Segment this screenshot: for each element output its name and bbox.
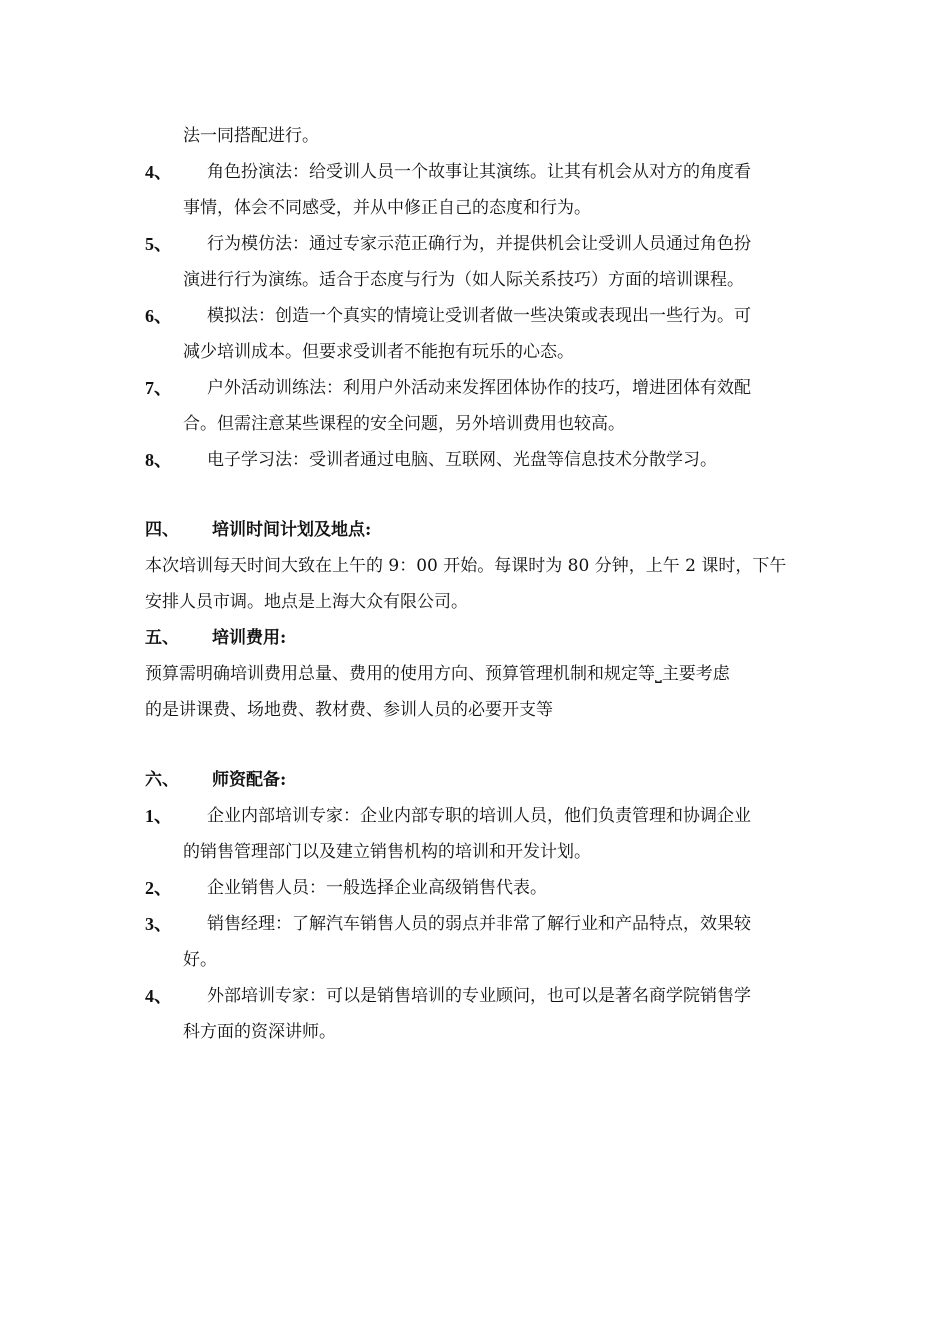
section-number: 四、 xyxy=(145,520,179,540)
item-number: 2、 xyxy=(145,878,172,898)
item-number: 1、 xyxy=(145,806,172,826)
item-text: 户外活动训练法：利用户外活动来发挥团体协作的技巧，增进团体有效配 xyxy=(207,378,751,398)
paragraph-line: 安排人员市调。地点是上海大众有限公司。 xyxy=(145,592,468,612)
item-text: 销售经理：了解汽车销售人员的弱点并非常了解行业和产品特点，效果较 xyxy=(207,914,751,934)
item-text: 角色扮演法：给受训人员一个故事让其演练。让其有机会从对方的角度看 xyxy=(207,162,751,182)
paragraph-line: 本次培训每天时间大致在上午的 9：00 开始。每课时为 80 分钟，上午 2 课时，下午 xyxy=(145,556,787,576)
paragraph-text: 预算需明确培训费用总量、费用的使用方向、预算管理机制和规定等 xyxy=(145,664,655,684)
section-number: 六、 xyxy=(145,770,179,790)
continued-line: 法一同搭配进行。 xyxy=(183,126,319,146)
item-continuation: 演进行行为演练。适合于态度与行为（如人际关系技巧）方面的培训课程。 xyxy=(183,270,744,290)
item-text: 企业销售人员：一般选择企业高级销售代表。 xyxy=(207,878,547,898)
item-text: 模拟法：创造一个真实的情境让受训者做一些决策或表现出一些行为。可 xyxy=(207,306,751,326)
section-title: 培训时间计划及地点: xyxy=(212,520,372,540)
item-text: 企业内部培训专家：企业内部专职的培训人员，他们负责管理和协调企业 xyxy=(207,806,751,826)
item-number: 3、 xyxy=(145,914,172,934)
item-continuation: 好。 xyxy=(183,950,217,970)
section-number: 五、 xyxy=(145,628,179,648)
paragraph-line: 的是讲课费、场地费、教材费、参训人员的必要开支等 xyxy=(145,700,553,720)
item-continuation: 事情，体会不同感受，并从中修正自己的态度和行为。 xyxy=(183,198,591,218)
item-number: 4、 xyxy=(145,162,172,182)
item-number: 6、 xyxy=(145,306,172,326)
item-continuation: 减少培训成本。但要求受训者不能抱有玩乐的心态。 xyxy=(183,342,574,362)
item-number: 7、 xyxy=(145,378,172,398)
item-text: 外部培训专家：可以是销售培训的专业顾问，也可以是著名商学院销售学 xyxy=(207,986,751,1006)
item-number: 5、 xyxy=(145,234,172,254)
item-continuation: 的销售管理部门以及建立销售机构的培训和开发计划。 xyxy=(183,842,591,862)
item-continuation: 合。但需注意某些课程的安全问题，另外培训费用也较高。 xyxy=(183,414,625,434)
item-text: 行为模仿法：通过专家示范正确行为，并提供机会让受训人员通过角色扮 xyxy=(207,234,751,254)
item-number: 4、 xyxy=(145,986,172,1006)
item-continuation: 科方面的资深讲师。 xyxy=(183,1022,336,1042)
item-text: 电子学习法：受训者通过电脑、互联网、光盘等信息技术分散学习。 xyxy=(207,450,717,470)
section-title: 培训费用: xyxy=(212,628,287,648)
paragraph-text: 主要考虑 xyxy=(661,664,730,684)
section-title: 师资配备: xyxy=(212,770,287,790)
space-mark: ⎵ xyxy=(655,664,662,684)
item-number: 8、 xyxy=(145,450,172,470)
paragraph-line xyxy=(145,662,730,686)
